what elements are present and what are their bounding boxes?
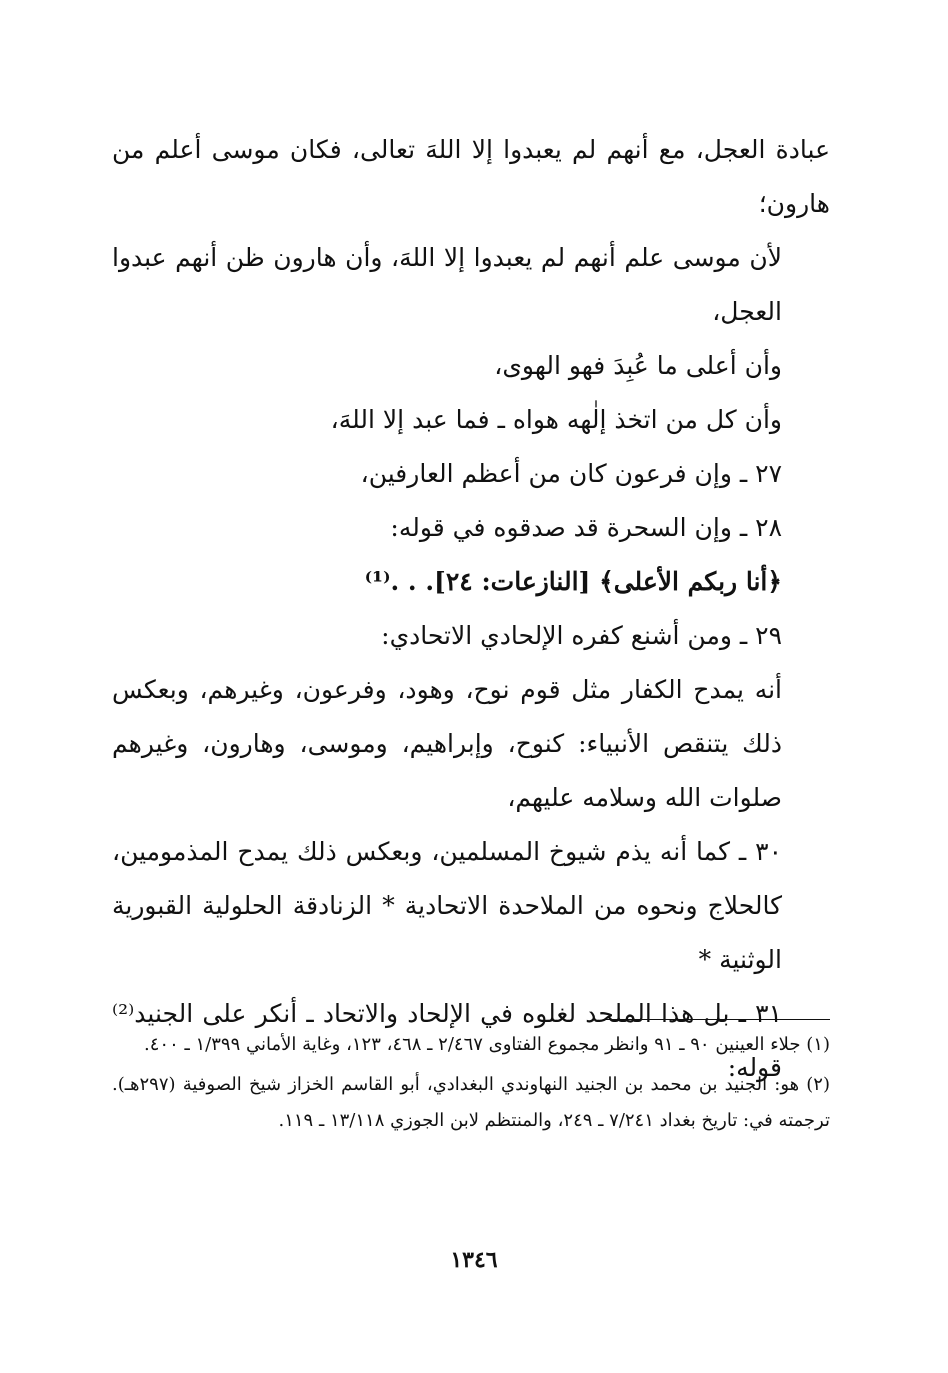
main-text [112,123,830,1095]
paragraph-line: وأن كل من اتخذ إلٰهه هواه ـ فما عبد إلا اللهَ، [330,405,782,434]
numbered-item-31: ٣١ ـ بل هذا الملحد لغلوه في الإلحاد والاتحاد ـ أنكر على الجنيد⁽²⁾ قوله: [112,999,782,1082]
footnote-1: (١) جلاء العينين ٩٠ ـ ٩١ وانظر مجموع الفتاوى ٢/٤٦٧ ـ ٤٦٨، ١٢٣، وغاية الأماني ١/٣٩٩ ـ ٤٠٠. [144,1034,830,1055]
footnotes [112,1027,830,1143]
paragraph-line: أنه يمدح الكفار مثل قوم نوح، وهود، وفرعون، وغيرهم، وبعكس ذلك يتنقص الأنبياء: كنوح، وإبراهيم، وموسى، وهارون، وغيرهم صلوات الله وسلامه عليهم، [112,675,782,812]
footnote-2: (٢) هو: الجنيد بن محمد بن الجنيد النهاوندي البغدادي، أبو القاسم الخزاز شيخ الصوفية (٢٩٧هـ). ترجمته في: تاريخ بغداد ٧/٢٤١ ـ ٢٤٩، والمنتظم لابن الجوزي ١٣/١١٨ ـ ١١٩. [112,1074,830,1131]
paragraph-line: لأن موسى علم أنهم لم يعبدوا إلا اللهَ، وأن هارون ظن أنهم عبدوا العجل، [112,243,782,326]
numbered-item-30: ٣٠ ـ كما أنه يذم شيوخ المسلمين، وبعكس ذلك يمدح المذمومين، كالحلاج ونحوه من الملاحدة الاتحادية * الزنادقة الحلولية القبورية الوثنية * [112,837,782,974]
numbered-item-27: ٢٧ ـ وإن فرعون كان من أعظم العارفين، [360,459,782,488]
footnote-divider [604,1019,830,1020]
paragraph-line: عبادة العجل، مع أنهم لم يعبدوا إلا اللهَ تعالى، فكان موسى أعلم من هارون؛ [112,135,830,218]
page-number: ١٣٤٦ [450,1247,498,1273]
paragraph-line: وأن أعلى ما عُبِدَ فهو الهوى، [494,351,782,380]
numbered-item-28: ٢٨ ـ وإن السحرة قد صدقوه في قوله: [390,513,782,542]
quran-verse: ﴿أنا ربكم الأعلى﴾ [النازعات: ٢٤]. . .⁽¹⁾ [364,567,782,596]
numbered-item-29: ٢٩ ـ ومن أشنع كفره الإلحادي الاتحادي: [381,621,782,650]
